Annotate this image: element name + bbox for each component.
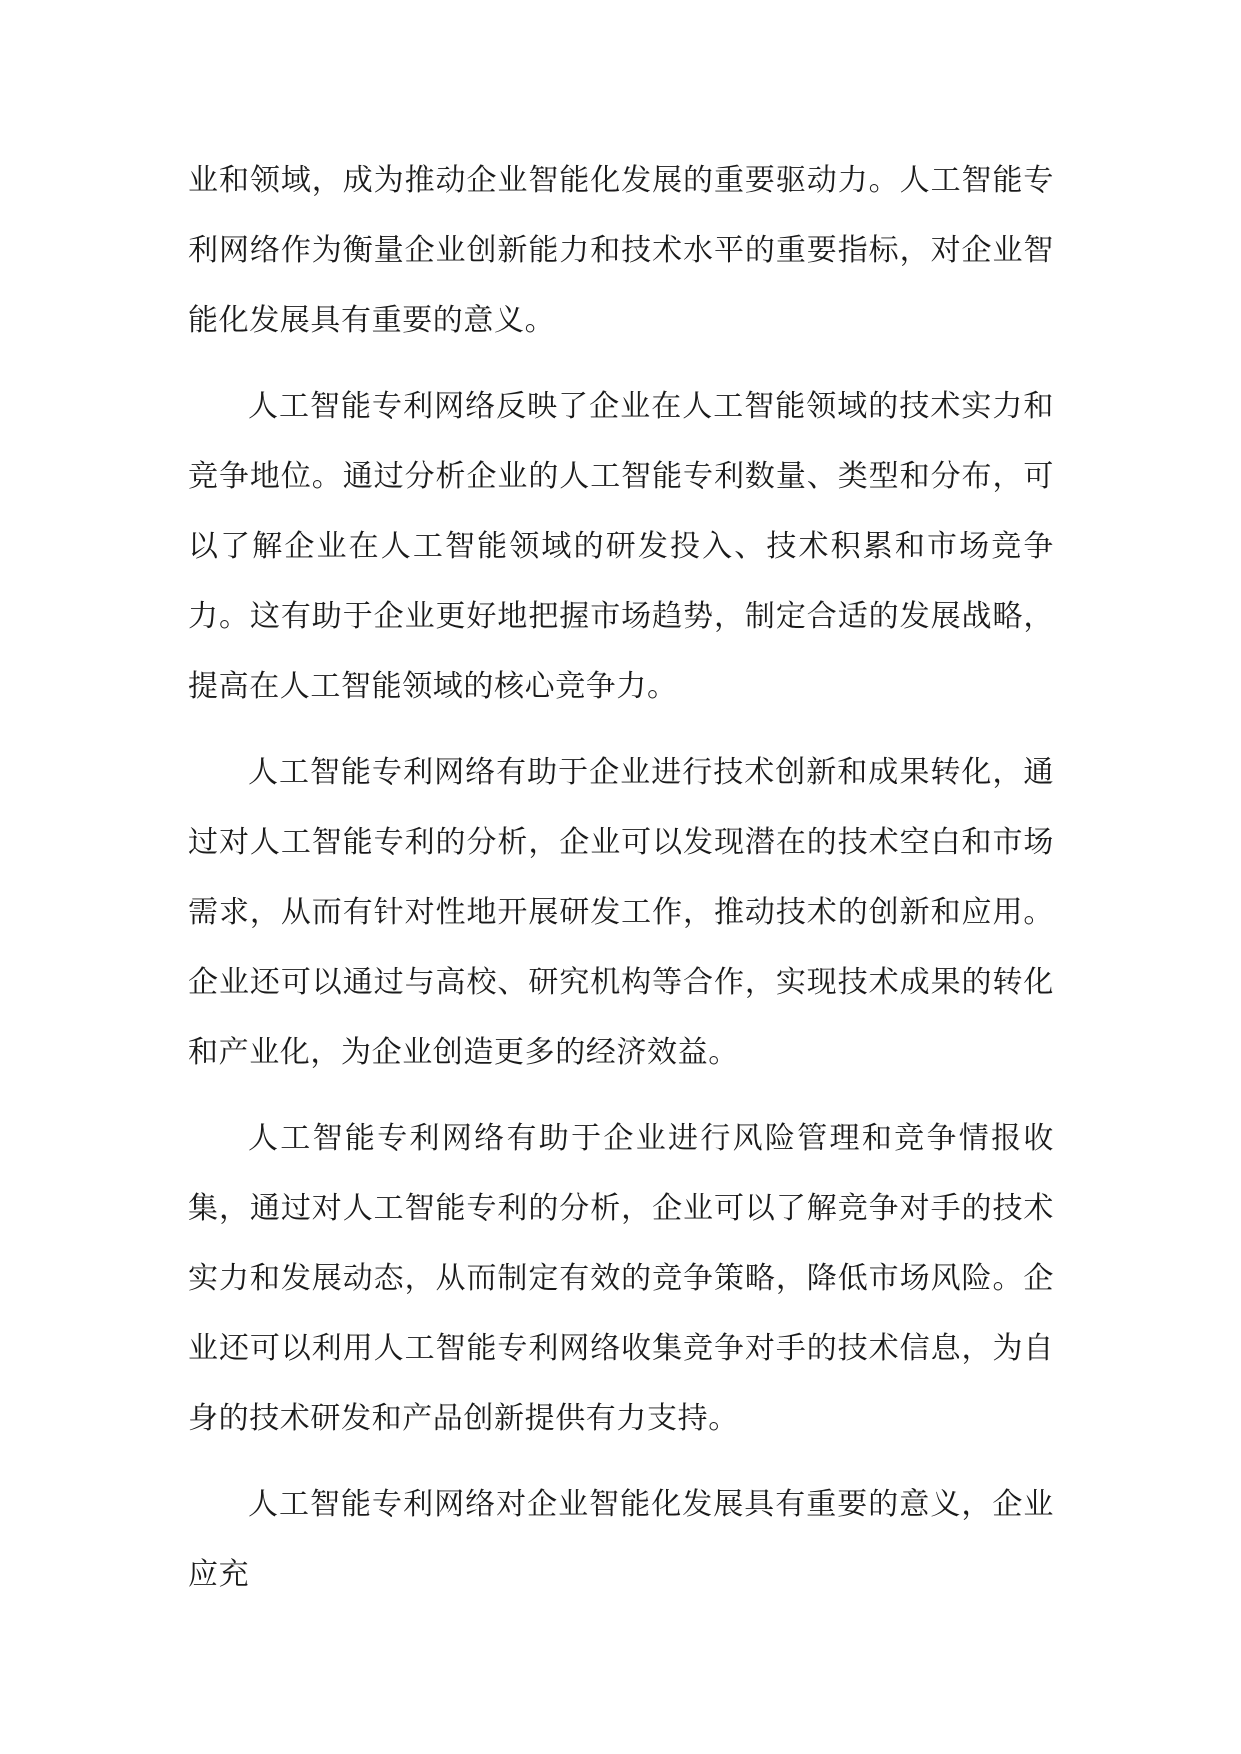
document-body [188,146,1054,1626]
paragraph-continuation: 业和领域，成为推动企业智能化发展的重要驱动力。人工智能专利网络作为衡量企业创新能力和技术水平的重要指标，对企业智能化发展具有重要的意义。 [188,163,1054,338]
paragraph-innovation-transfer: 人工智能专利网络有助于企业进行技术创新和成果转化，通过对人工智能专利的分析，企业可以发现潜在的技术空白和市场需求，从而有针对性地开展研发工作，推动技术的创新和应用。企业还可以通过与高校、研究机构等合作，实现技术成果的转化和产业化，为企业创造更多的经济效益。 [188,755,1054,1070]
paragraph-risk-intelligence: 人工智能专利网络有助于企业进行风险管理和竞争情报收集，通过对人工智能专利的分析，企业可以了解竞争对手的技术实力和发展动态，从而制定有效的竞争策略，降低市场风险。企业还可以利用人工智能专利网络收集竞争对手的技术信息，为自身的技术研发和产品创新提供有力支持。 [188,1121,1054,1436]
paragraph-competitive-position: 人工智能专利网络反映了企业在人工智能领域的技术实力和竞争地位。通过分析企业的人工智能专利数量、类型和分布，可以了解企业在人工智能领域的研发投入、技术积累和市场竞争力。这有助于企业更好地把握市场趋势，制定合适的发展战略，提高在人工智能领域的核心竞争力。 [188,389,1054,704]
paragraph-conclusion-start: 人工智能专利网络对企业智能化发展具有重要的意义，企业应充 [188,1487,1054,1592]
